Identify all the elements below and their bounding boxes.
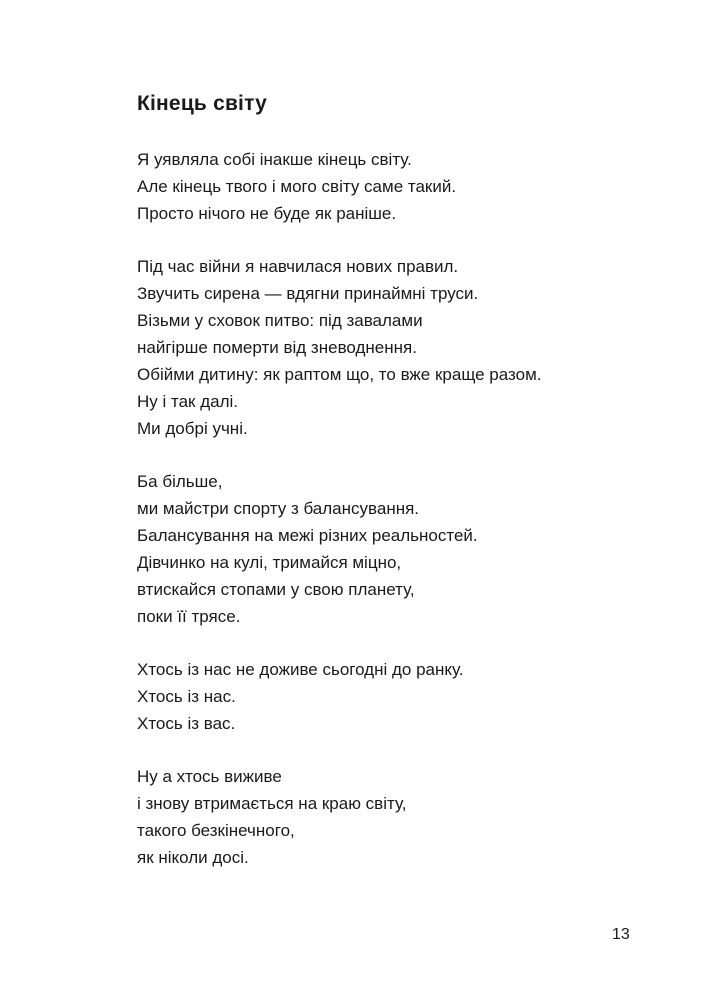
poem-title: Кінець світу [137,92,267,115]
poem-line: такого безкінечного, [137,821,295,840]
poem-line: Просто нічого не буде як раніше. [137,204,397,223]
poem-line: Ну і так далі. [137,392,239,411]
stanza-1 [137,146,677,227]
poem-line: Дівчинко на кулі, тримайся міцно, [137,553,402,572]
poem-line: як ніколи досі. [137,848,249,867]
stanza-3 [137,468,677,630]
poem-line: Ба більше, [137,472,223,491]
poem-line: найгірше померти від зневоднення. [137,338,417,357]
poem-line: Звучить сирена — вдягни принаймні труси. [137,284,479,303]
poem-line: Я уявляла собі інакше кінець світу. [137,150,412,169]
poem-line: Обійми дитину: як раптом що, то вже краще разом. [137,365,542,384]
stanza-4 [137,656,677,737]
poem-body [137,146,677,897]
poem-line: Хтось із нас не доживе сьогодні до ранку. [137,660,464,679]
poem-line: Хтось із нас. [137,687,236,706]
poem-line: Хтось із вас. [137,714,236,733]
poem-line: Ну а хтось виживе [137,767,282,786]
poem-line: Балансування на межі різних реальностей. [137,526,478,545]
page-number: 13 [612,926,630,943]
stanza-5 [137,763,677,871]
poem-line: Візьми у сховок питво: під завалами [137,311,423,330]
poem-line: Але кінець твого і мого світу саме такий. [137,177,457,196]
stanza-2 [137,253,677,442]
poem-line: Під час війни я навчилася нових правил. [137,257,459,276]
poem-line: поки її трясе. [137,607,241,626]
poem-line: ми майстри спорту з балансування. [137,499,420,518]
poem-line: втискайся стопами у свою планету, [137,580,415,599]
poem-line: і знову втримається на краю світу, [137,794,407,813]
poem-line: Ми добрі учні. [137,419,248,438]
